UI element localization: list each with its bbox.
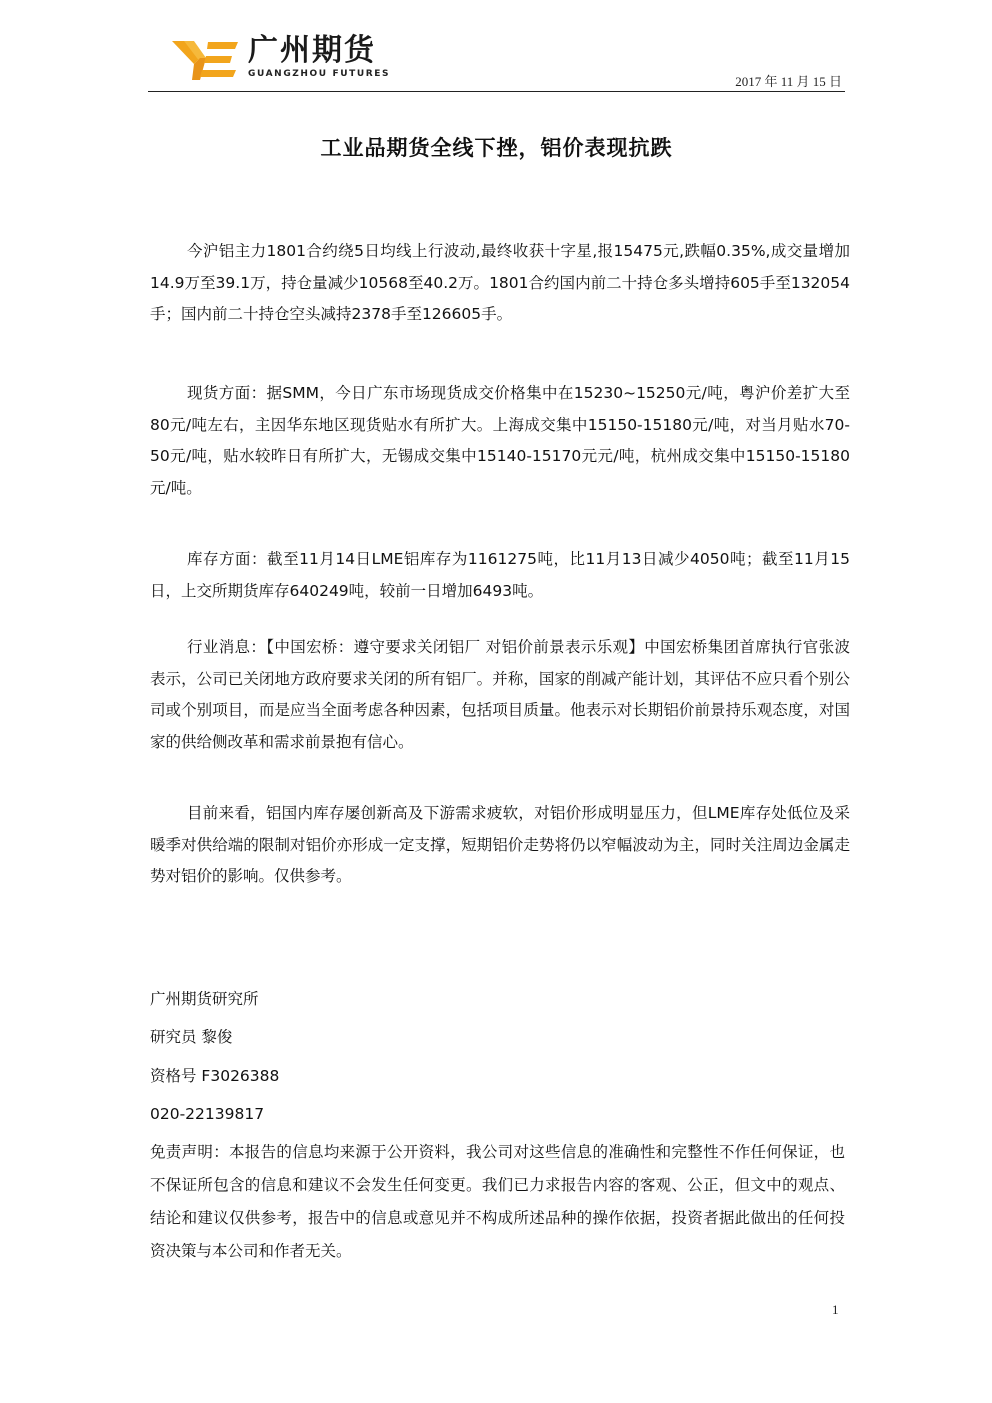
page-number: 1	[832, 1302, 839, 1317]
paragraph-inventory: 库存方面：截至11月14日LME铝库存为1161275吨，比11月13日减少4050吨；截至11月15日，上交所期货库存640249吨，较前一日增加6493吨。	[150, 550, 850, 600]
logo-chinese-name: 广州期货	[248, 33, 376, 68]
header-divider	[148, 91, 845, 92]
report-title: 工业品期货全线下挫，铝价表现抗跌	[320, 136, 673, 160]
disclaimer: 免责声明：本报告的信息均来源于公开资料，我公司对这些信息的准确性和完整性不作任何保证，也不保证所包含的信息和建议不会发生任何变更。我们已力求报告内容的客观、公正，但文中的观点、结论和建议仅供参考，报告中的信息或意见并不构成所述品种的操作依据，投资者据此做出的任何投资决策与本公司和作者无关。	[150, 1143, 845, 1260]
signature-qualification: 资格号 F3026388	[150, 1067, 280, 1085]
logo-english-name: GUANGZHOU FUTURES	[248, 69, 391, 79]
signature-institute: 广州期货研究所	[150, 990, 259, 1008]
paragraph-spot-market: 现货方面：据SMM，今日广东市场现货成交价格集中在15230~15250元/吨，粤沪价差扩大至80元/吨左右，主因华东地区现货贴水有所扩大。上海成交集中15150-15180元/吨，对当月贴水70-50元/吨，贴水较昨日有所扩大，无锡成交集中15140-15170元元/吨，杭州成交集中15150-15180元/吨。	[150, 384, 850, 497]
company-logo-icon	[172, 38, 240, 82]
report-date: 2017 年 11 月 15 日	[735, 74, 842, 89]
signature-researcher: 研究员 黎俊	[150, 1028, 233, 1046]
paragraph-market-summary: 今沪铝主力1801合约绕5日均线上行波动,最终收获十字星,报15475元,跌幅0.35%,成交量增加14.9万至39.1万，持仓量减少10568至40.2万。1801合约国内前二十持仓多头增持605手至132054手；国内前二十持仓空头减持2378手至126605手。	[150, 242, 850, 323]
signature-phone: 020-22139817	[150, 1105, 265, 1123]
paragraph-industry-news: 行业消息：【中国宏桥：遵守要求关闭铝厂 对铝价前景表示乐观】中国宏桥集团首席执行官张波表示，公司已关闭地方政府要求关闭的所有铝厂。并称，国家的削减产能计划，其评估不应只看个别公司或个别项目，而是应当全面考虑各种因素，包括项目质量。他表示对长期铝价前景持乐观态度，对国家的供给侧改革和需求前景抱有信心。	[150, 638, 850, 751]
paragraph-outlook: 目前来看，铝国内库存屡创新高及下游需求疲软，对铝价形成明显压力，但LME库存处低位及采暖季对供给端的限制对铝价亦形成一定支撑，短期铝价走势将仍以窄幅波动为主，同时关注周边金属走势对铝价的影响。仅供参考。	[150, 804, 850, 885]
